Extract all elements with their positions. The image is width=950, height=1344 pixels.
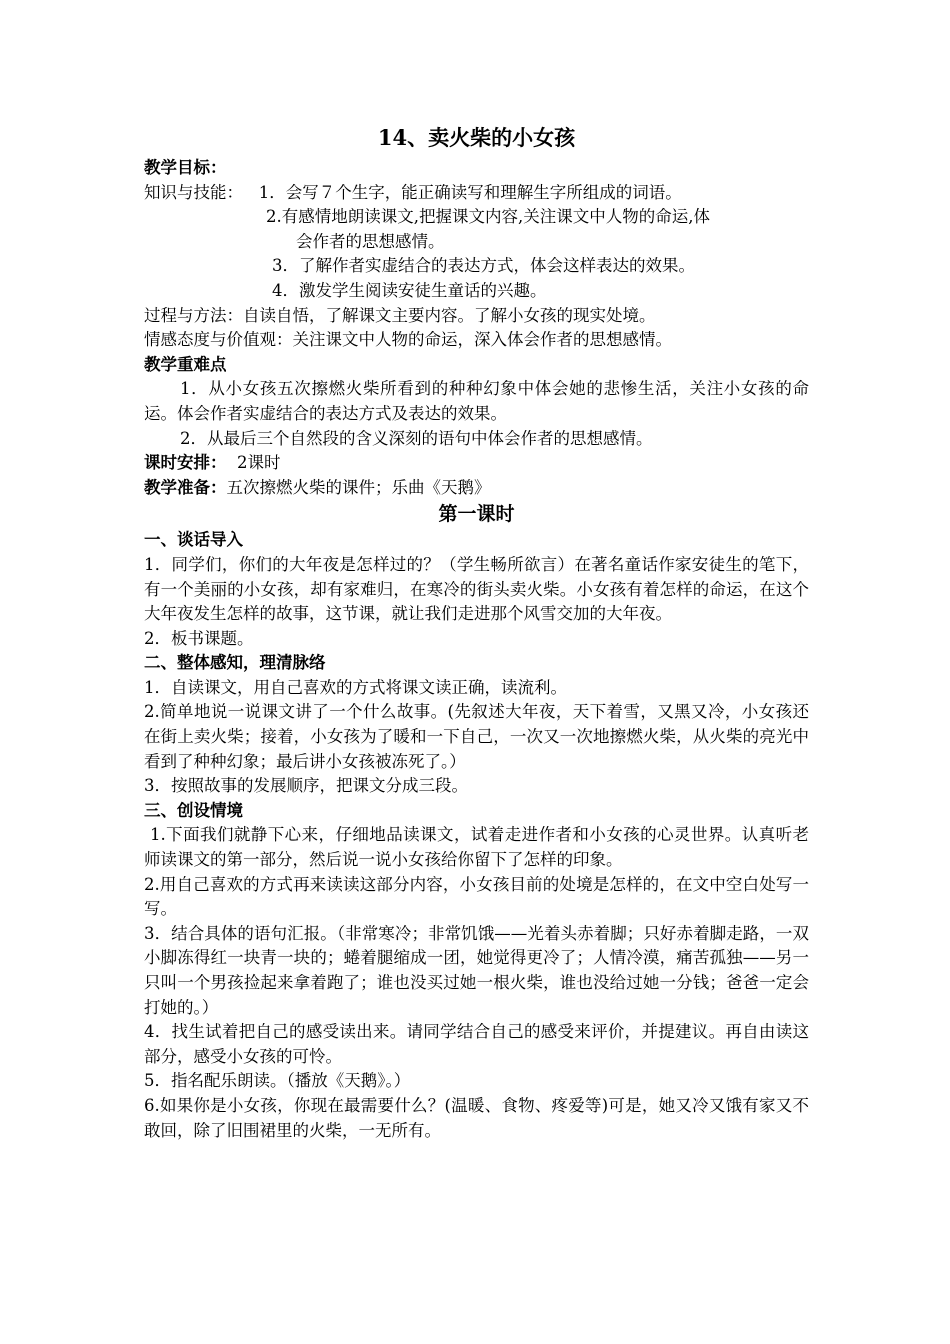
knowledge-label: 知识与技能： [144, 182, 243, 202]
preparation-label: 教学准备： [144, 477, 227, 497]
section-3-paragraph-2: 2.用自己喜欢的方式再来读读这部分内容，小女孩目前的处境是怎样的，在文中空白处写一写。 [144, 874, 809, 919]
knowledge-line-1 [144, 181, 809, 206]
emotion-line: 情感态度与价值观：关注课文中人物的命运，深入体会作者的思想感情。 [144, 330, 672, 350]
section-3-heading: 三、创设情境 [144, 800, 243, 820]
document-title: 14、卖火柴的小女孩 [377, 125, 576, 150]
section-3-paragraph-3: 3．结合具体的语句汇报。（非常寒冷；非常饥饿——光着头赤着脚；只好赤着脚走路，一双小脚冻得红一块青一块的；蜷着腿缩成一团，她觉得更冷了；人情冷漠，痛苦孤独——另一只叫一个男孩捡起来拿着跑了；谁也没买过她一根火柴，谁也没给过她一分钱；爸爸一定会打她的。） [144, 923, 809, 1017]
process-line: 过程与方法：自读自悟，了解课文主要内容。了解小女孩的现实处境。 [144, 305, 656, 325]
section-2-heading: 二、整体感知，理清脉络 [144, 653, 326, 673]
section-3-paragraph-5: 5．指名配乐朗读。（播放《天鹅》。） [144, 1071, 411, 1091]
section-2-paragraph-1: 1．自读课文，用自己喜欢的方式将课文读正确，读流利。 [144, 677, 567, 697]
preparation-value: 五次擦燃火柴的课件；乐曲《天鹅》 [226, 477, 491, 497]
schedule-label: 课时安排： [144, 453, 227, 473]
lesson-title: 第一课时 [438, 503, 515, 526]
section-3-paragraph-4: 4．找生试着把自己的感受读出来。请同学结合自己的感受来评价，并提建议。再自由读这部分，感受小女孩的可怜。 [144, 1022, 809, 1066]
section-1-paragraph-2: 2．板书课题。 [144, 628, 254, 648]
section-2-paragraph-2: 2.简单地说一说课文讲了一个什么故事。(先叙述大年夜，天下着雪，又黑又冷，小女孩还在街上卖火柴；接着，小女孩为了暖和一下自己，一次又一次地擦燃火柴，从火柴的亮光中看到了种种幻象；最后讲小女孩被冻死了。） [144, 702, 809, 771]
section-3-paragraph-6: 6.如果你是小女孩，你现在最需要什么？(温暖、食物、疼爱等)可是，她又冷又饿有家又不敢回，除了旧围裙里的火柴，一无所有。 [144, 1095, 809, 1140]
key-point-2: 2．从最后三个自然段的含义深刻的语句中体会作者的思想感情。 [180, 428, 653, 448]
preparation-line [144, 476, 809, 501]
knowledge-item-1: 1．会写７个生字，能正确读写和理解生字所组成的词语。 [258, 182, 682, 202]
objectives-heading: 教学目标： [144, 158, 227, 177]
knowledge-item-2-cont: 会作者的思想感情。 [296, 231, 445, 251]
key-points-heading: 教学重难点 [144, 354, 227, 374]
key-point-1: 1．从小女孩五次擦燃火柴所看到的种种幻象中体会她的悲惨生活，关注小女孩的命运。体会作者实虚结合的表达方式及表达的效果。 [144, 379, 809, 423]
section-1-paragraph-1: 1．同学们，你们的大年夜是怎样过的？（学生畅所欲言）在著名童话作家安徒生的笔下，有一个美丽的小女孩，却有家难归，在寒冷的街头卖火柴。小女孩有着怎样的命运，在这个大年夜发生怎样的故事，这节课，就让我们走进那个风雪交加的大年夜。 [144, 554, 809, 624]
knowledge-item-3: 3．了解作者实虚结合的表达方式，体会这样表达的效果。 [272, 256, 695, 276]
knowledge-item-4: 4．激发学生阅读安徒生童话的兴趣。 [272, 280, 547, 300]
document-page [144, 120, 809, 1143]
section-1-heading: 一、谈话导入 [144, 530, 243, 550]
schedule-value: 2课时 [226, 453, 281, 473]
knowledge-item-2: 2.有感情地朗读课文,把握课文内容,关注课文中人物的命运,体 [266, 207, 710, 227]
section-3-paragraph-1: 1.下面我们就静下心来，仔细地品读课文，试着走进作者和小女孩的心灵世界。认真听老师读课文的第一部分，然后说一说小女孩给你留下了怎样的印象。 [144, 825, 809, 870]
section-2-paragraph-3: 3．按照故事的发展顺序，把课文分成三段。 [144, 776, 468, 796]
schedule-line [144, 451, 809, 476]
